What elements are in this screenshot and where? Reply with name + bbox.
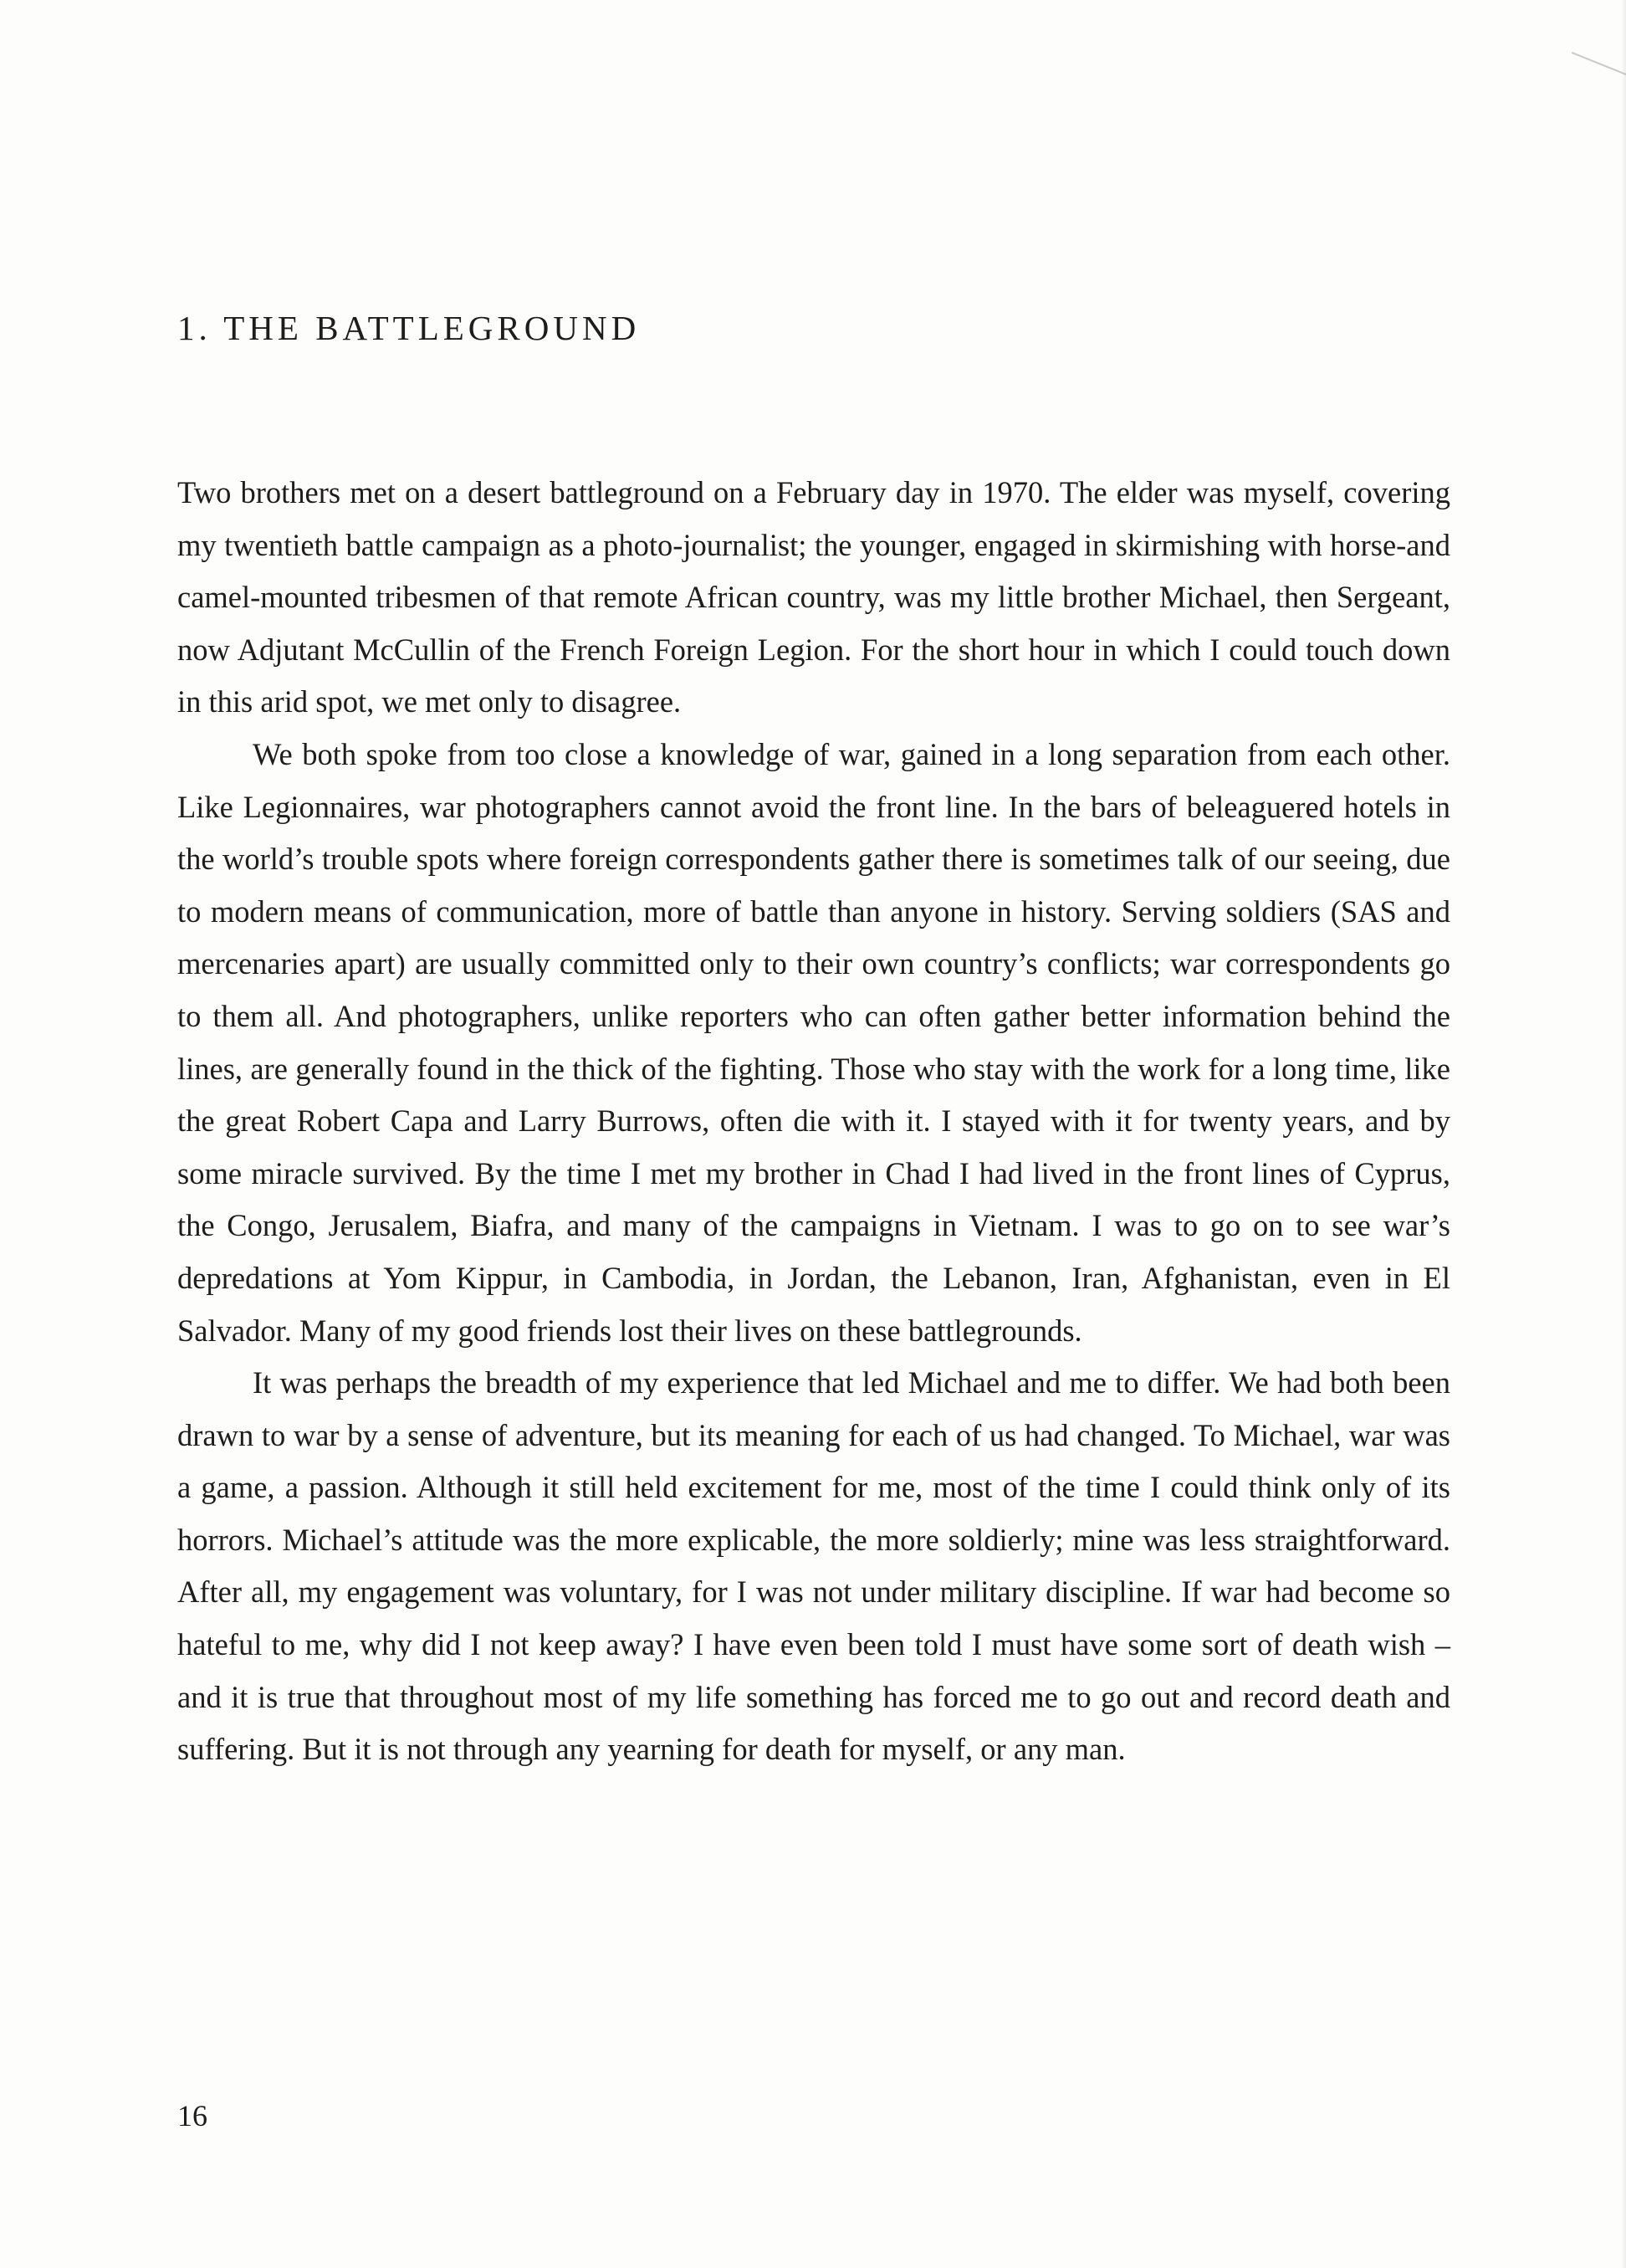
paragraph-3: It was perhaps the breadth of my experience that led Michael and me to differ. We had both been drawn to war by a sense of adventure, but its meaning for each of us had changed. To Michael, war was a game, a passion. Although it still held excitement for me, most of the time I could think only of its horrors. Michael’s attitude was the more explicable, the more soldierly; mine was less straightforward. After all, my engagement was voluntary, for I was not under military discipline. If war had become so hateful to me, why did I not keep away? I have even been told I must have some sort of death wish – and it is true that throughout most of my life something has forced me to go out and record death and suffering. But it is not through any yearning for death for myself, or any man. — [177, 1365, 1450, 1767]
page-number: 16 — [177, 2099, 207, 2132]
paragraph-1: Two brothers met on a desert battleground on a February day in 1970. The elder was myself, covering my twentieth battle campaign as a photo-journalist; the younger, engaged in skirmishing with horse-and camel-mounted tribesmen of that remote African country, was my little brother Michael, then Sergeant, now Adjutant McCullin of the French Foreign Legion. For the short hour in which I could touch down in this arid spot, we met only to disagree. — [177, 475, 1450, 719]
page-edge-mark — [1572, 52, 1626, 75]
chapter-body — [177, 467, 1450, 1776]
paragraph-2: We both spoke from too close a knowledge of war, gained in a long separation from each other. Like Legionnaires, war photographers cannot avoid the front line. In the bars of beleaguered hotels in the world’s trouble spots where foreign correspondents gather there is sometimes talk of our seeing, due to modern means of communication, more of battle than anyone in history. Serving soldiers (SAS and mercenaries apart) are usually committed only to their own country’s conflicts; war correspondents go to them all. And photographers, unlike reporters who can often gather better information behind the lines, are generally found in the thick of the fighting. Those who stay with the work for a long time, like the great Robert Capa and Larry Burrows, often die with it. I stayed with it for twenty years, and by some miracle survived. By the time I met my brother in Chad I had lived in the front lines of Cyprus, the Congo, Jerusalem, Biafra, and many of the campaigns in Vietnam. I was to go on to see war’s depredations at Yom Kippur, in Cambodia, in Jordan, the Lebanon, Iran, Afghanistan, even in El Salvador. Many of my good friends lost their lives on these battlegrounds. — [177, 736, 1450, 1348]
chapter-title: 1. THE BATTLEGROUND — [177, 309, 641, 347]
